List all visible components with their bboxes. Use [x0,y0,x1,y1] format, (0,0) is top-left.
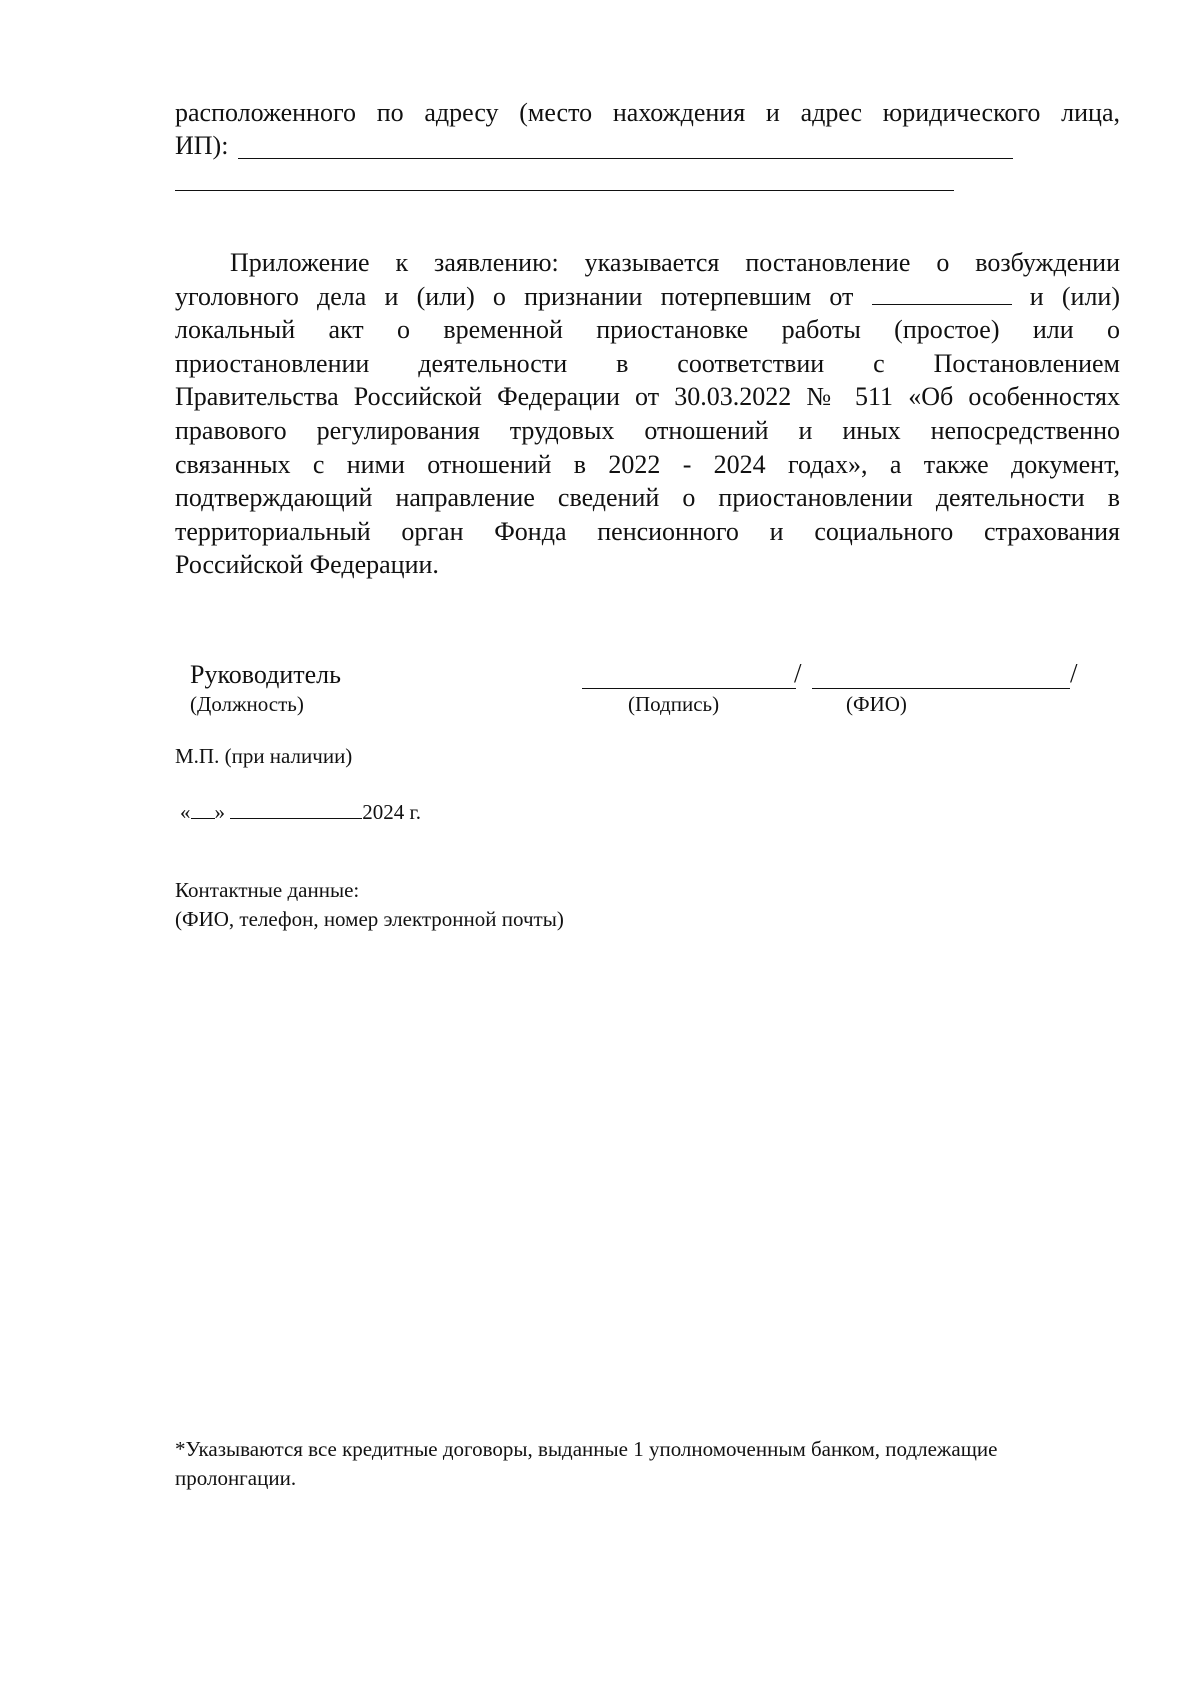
attachment-line-4: приостановлении деятельности в соответствии с Постановлением [175,348,1120,378]
signature-slash-1: / [794,658,802,688]
attachment-paragraph [175,246,1120,582]
date-day-blank[interactable] [191,800,215,819]
name-blank[interactable] [812,688,1070,689]
attachment-line-8: подтверждающий направление сведений о приостановлении деятельности в [175,483,1120,513]
attachment-line-1: Приложение к заявлению: указывается постановление о возбуждении [230,248,1120,277]
attachment-line-5: Правительства Российской Федерации от 30.03.2022 № 511 «Об особенностях [175,382,1120,412]
victim-date-blank[interactable] [872,282,1012,305]
attachment-line-3: локальный акт о временной приостановке работы (простое) или о [175,315,1120,345]
signature-caption: (Подпись) [628,692,720,716]
footnote-line-1: *Указываются все кредитные договоры, выданные 1 уполномоченным банком, подлежащие [175,1437,998,1461]
address-blank-line-2[interactable] [175,190,954,191]
name-caption: (ФИО) [846,692,907,716]
position-caption: (Должность) [190,692,304,716]
date-line: « » 2024 г. [180,800,421,824]
attachment-line-10: Российской Федерации. [175,550,439,580]
attachment-line-6: правового регулирования трудовых отношений и иных непосредственно [175,415,1120,445]
footnote-line-2: пролонгации. [175,1466,297,1490]
stamp-note: М.П. (при наличии) [175,744,353,768]
attachment-line-2: уголовного дела и (или) о признании потерпевшим от и (или) [175,281,1120,311]
address-blank-line-1[interactable] [238,158,1013,159]
signatory-role: Руководитель [190,660,341,689]
signature-slash-2: / [1070,658,1078,688]
address-line-2-label: ИП): [175,131,229,160]
date-month-blank[interactable] [230,800,362,819]
attachment-line-9: территориальный орган Фонда пенсионного и социального страхования [175,516,1120,546]
contacts-hint: (ФИО, телефон, номер электронной почты) [175,907,564,931]
contacts-label: Контактные данные: [175,878,360,902]
attachment-line-7: связанных с ними отношений в 2022 - 2024 годах», а также документ, [175,449,1120,479]
signature-blank[interactable] [582,688,796,689]
address-line-1: расположенного по адресу (место нахождения и адрес юридического лица, [175,98,1120,127]
